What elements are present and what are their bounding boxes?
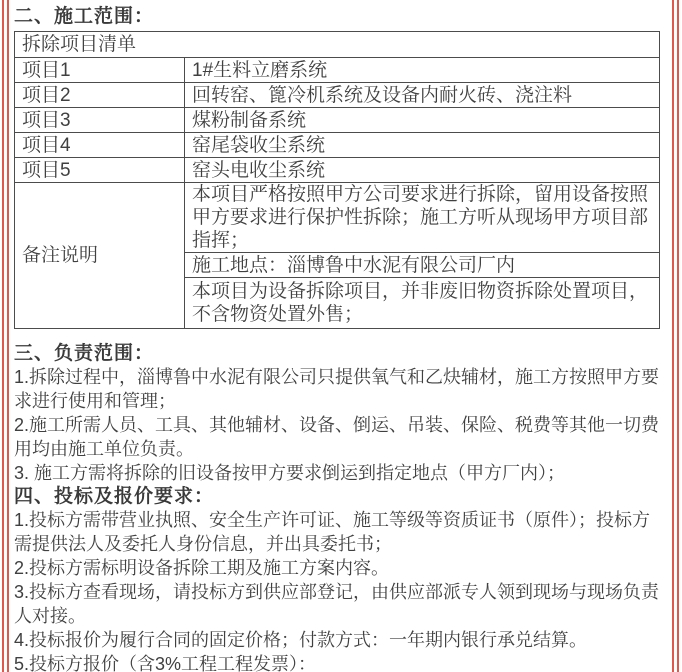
table-row <box>15 158 660 183</box>
right-inner-border-line <box>672 0 674 672</box>
project-value-cell: 窑尾袋收尘系统 <box>185 133 660 158</box>
bidding-item: 5.投标方报价（含3%工程工程发票）： <box>14 654 317 672</box>
table-caption-row <box>15 32 660 58</box>
construction-scope-heading: 二、施工范围： <box>14 6 155 27</box>
demolition-project-table <box>14 31 660 329</box>
project-value-cell: 窑头电收尘系统 <box>185 158 660 183</box>
responsibility-item: 2.施工所需人员、工具、其他辅材、设备、倒运、吊装、保险、税费等其他一切费用均由施工单位负责。 <box>14 415 660 459</box>
project-label-cell: 项目2 <box>15 83 185 108</box>
project-value-cell: 煤粉制备系统 <box>185 108 660 133</box>
project-label-cell: 项目4 <box>15 133 185 158</box>
remark-note-cell: 本项目为设备拆除项目，并非废旧物资拆除处置项目，不含物资处置外售； <box>185 278 660 329</box>
bidding-requirements-heading: 四、投标及报价要求： <box>14 486 215 507</box>
responsibility-scope-heading: 三、负责范围： <box>14 343 155 364</box>
left-inner-border-line <box>7 0 9 672</box>
bidding-item: 4.投标报价为履行合同的固定价格；付款方式：一年期内银行承兑结算。 <box>14 630 588 650</box>
remarks-row <box>15 183 660 253</box>
project-label-cell: 项目3 <box>15 108 185 133</box>
table-caption: 拆除项目清单 <box>15 32 660 58</box>
remark-note-cell: 本项目严格按照甲方公司要求进行拆除，留用设备按照甲方要求进行保护性拆除；施工方听从现场甲方项目部指挥； <box>185 183 660 253</box>
responsibility-item: 1.拆除过程中，淄博鲁中水泥有限公司只提供氧气和乙炔辅材，施工方按照甲方要求进行使用和管理； <box>14 367 660 411</box>
remarks-label-cell: 备注说明 <box>15 183 185 329</box>
bidding-item: 2.投标方需标明设备拆除工期及施工方案内容。 <box>14 558 390 578</box>
text-sections <box>14 342 660 672</box>
project-label-cell: 项目1 <box>15 58 185 83</box>
responsibility-item: 3. 施工方需将拆除的旧设备按甲方要求倒运到指定地点（甲方厂内）； <box>14 463 566 483</box>
bidding-item: 1.投标方需带营业执照、安全生产许可证、施工等级等资质证书（原件）；投标方需提供法人及委托人身份信息，并出具委托书； <box>14 510 651 554</box>
remark-note-cell: 施工地点：淄博鲁中水泥有限公司厂内 <box>185 253 660 278</box>
table-row <box>15 58 660 83</box>
table-row <box>15 108 660 133</box>
left-outer-border-line <box>2 0 4 672</box>
project-value-cell: 回转窑、篦冷机系统及设备内耐火砖、浇注料 <box>185 83 660 108</box>
right-outer-border-line <box>677 0 679 672</box>
table-row <box>15 133 660 158</box>
document-content <box>14 5 660 672</box>
bidding-item: 3.投标方查看现场，请投标方到供应部登记，由供应部派专人领到现场与现场负责人对接。 <box>14 582 660 626</box>
project-label-cell: 项目5 <box>15 158 185 183</box>
table-row <box>15 83 660 108</box>
project-value-cell: 1#生料立磨系统 <box>185 58 660 83</box>
